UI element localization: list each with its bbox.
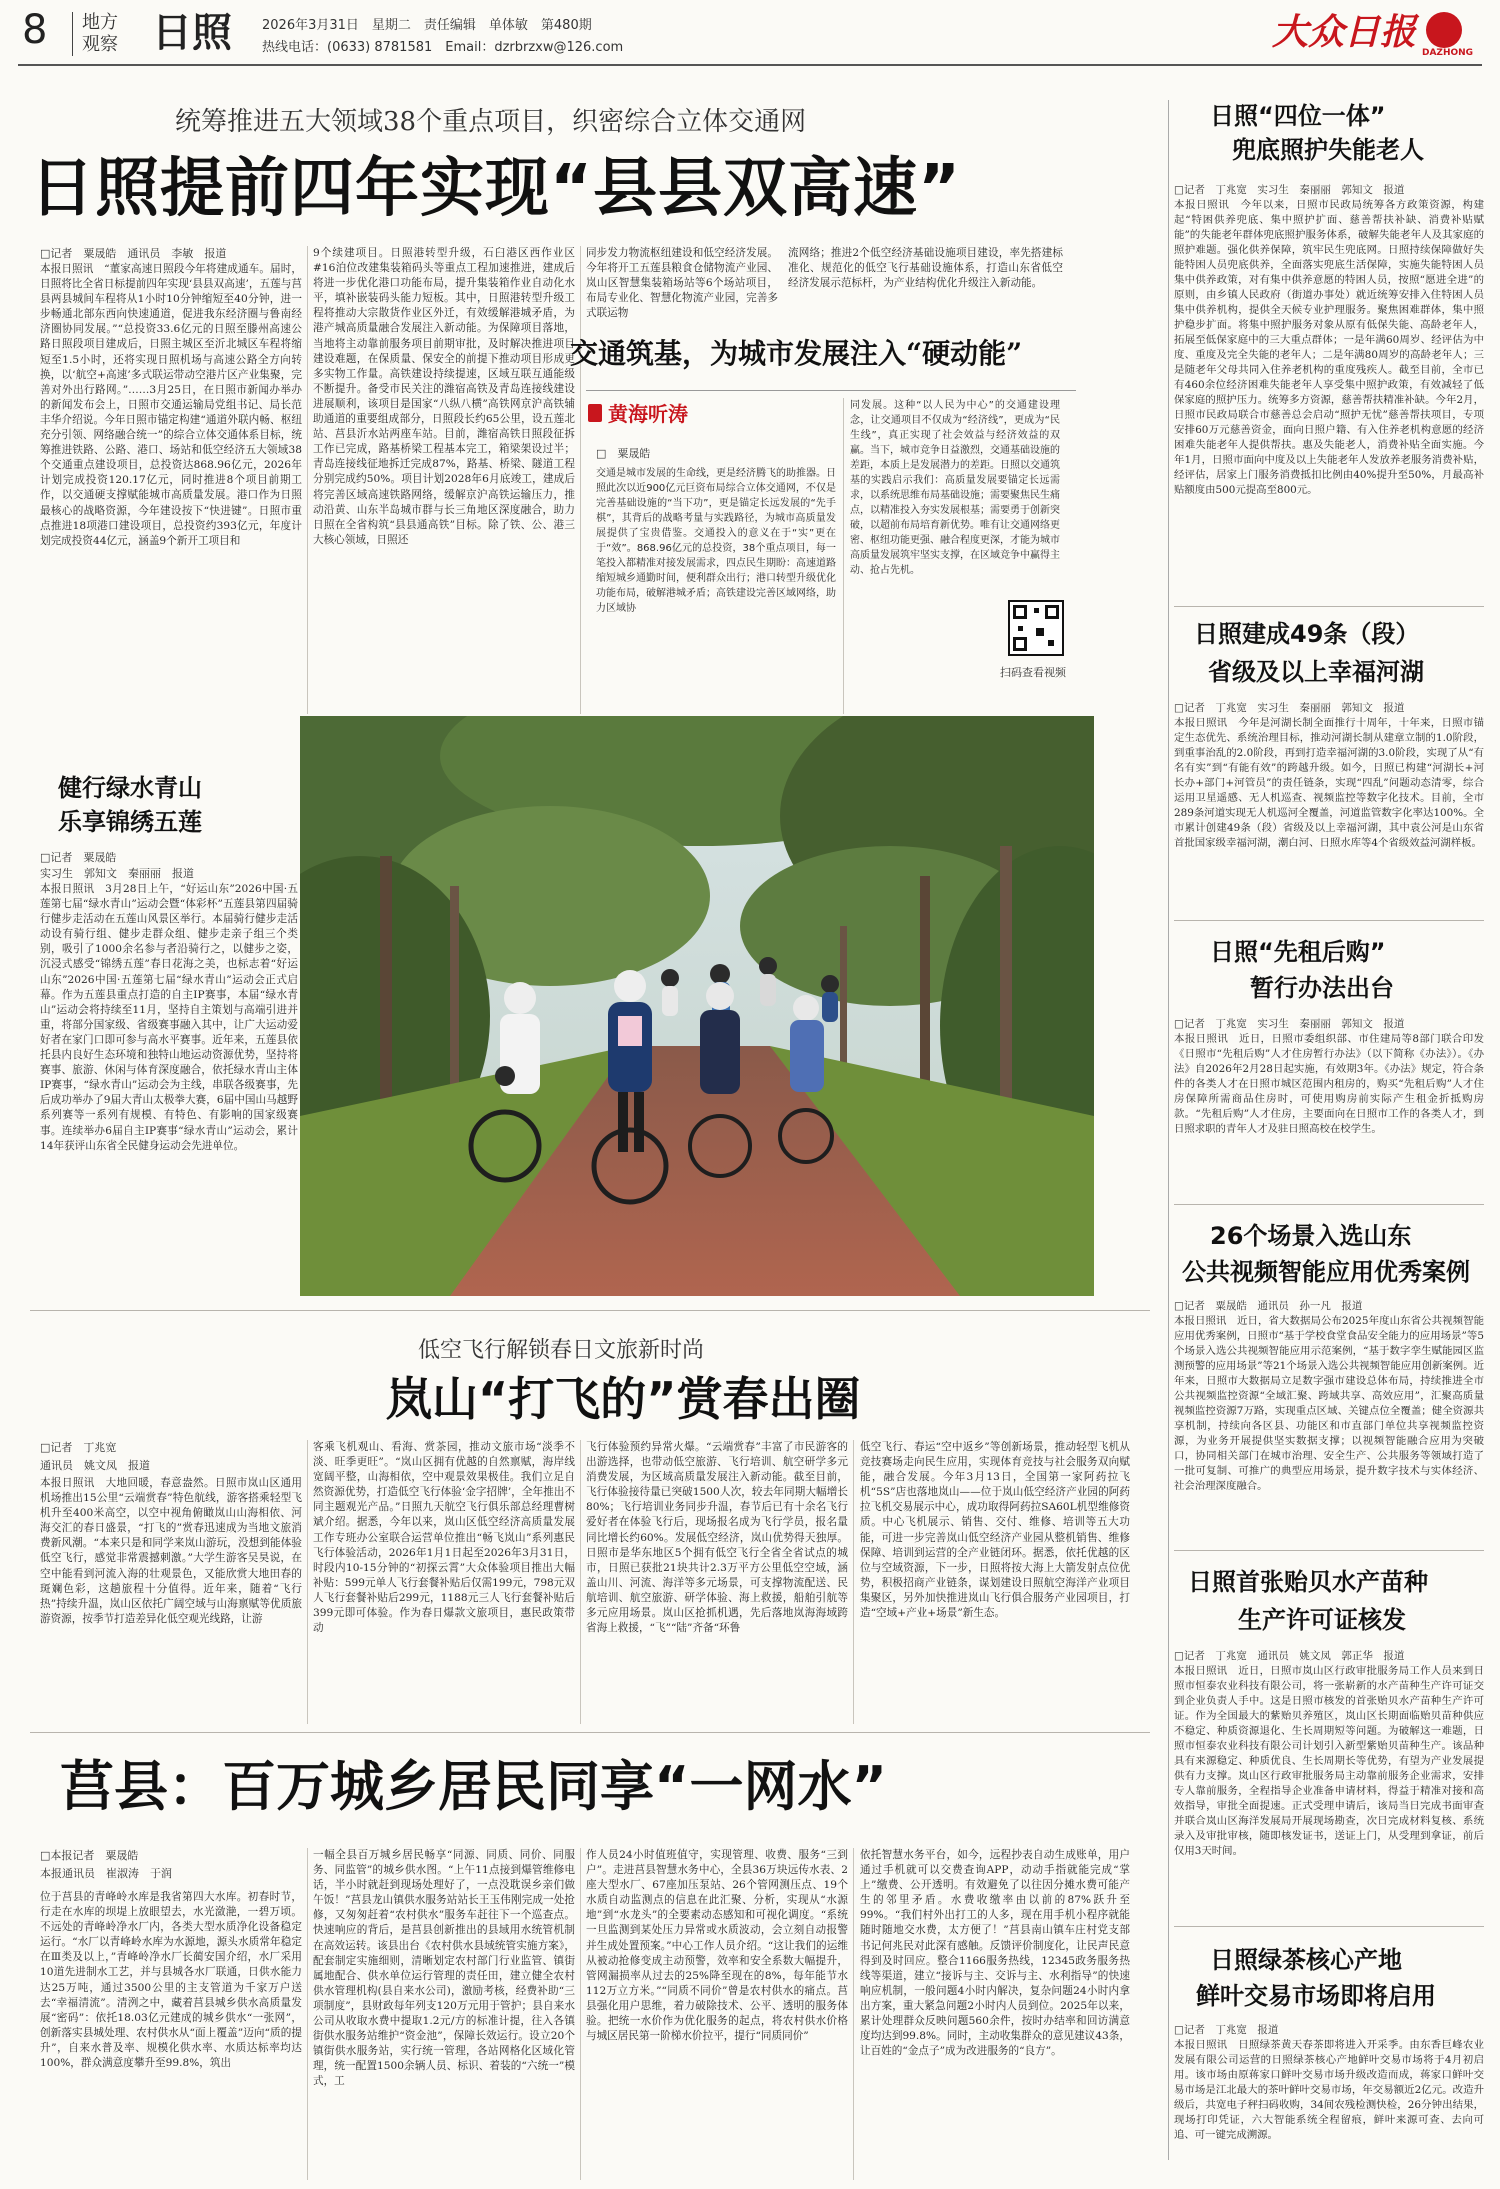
a5-byline: □记者 丁兆宽 通讯员 姚文凤 郭正华 报道 (1174, 1650, 1405, 1662)
qr-caption: 扫码查看视频 (1000, 666, 1066, 679)
hotline: 热线电话：(0633) 8781581 Email：dzrbrzxw@126.com (262, 40, 624, 55)
fitness-title-1: 健行绿水青山 (58, 774, 202, 802)
a4-byline: □记者 粟晟皓 通讯员 孙一凡 报道 (1174, 1300, 1363, 1312)
fitness-byline-1: □记者 粟晟皓 (40, 851, 117, 864)
a5-body: 本报日照讯 近日，日照市岚山区行政审批服务局工作人员来到日照市恒泰农业科技有限公司，将一张崭新的水产苗种生产许可证交到企业负责人手中。这是日照市核发的首张贻贝水产苗种生产许可证。作为全国最大的紫贻贝养殖区，岚山区长期面临贻贝苗种供应不稳定、种质资源退化、生长周期短等问题。为破解这一难题，日照市恒泰农业科技有限公司计划引入新型紫贻贝苗种生产。该品种具有来源稳定、种质优良、生长周期长等优势，有望为产业发展提供有力支撑。岚山区行政审批服务局主动靠前服务企业需求，安排专人靠前服务，全程指导企业准备申请材料，得益于精准对接和高效指导，审批全面提速。正式受理申请后，该局当日完成书面审查并联合岚山区海洋发展局开展现场勘查，次日完成材料复核、系统录入及审批审核，随即核发证书，送证上门，从受理到拿证，前后仅用3天时间。 (1174, 1665, 1484, 1857)
commentary-col-2: 同发展。这种“以人民为中心”的交通建设理念，让交通项目不仅成为“经济线”，更成为“民生线”，真正实现了社会效益与经济效益的双赢。当下，城市竞争日益激烈，交通基础设施的差距，本质上是发展潜力的差距。日照以交通筑基的实践启示我们：高质量发展要锚定长远需求，以系统思维布局基础设施；需要聚焦民生痛点，以精准投入夯实发展根基；需要勇于创新突破，以超前布局培育新优势。唯有让交通网络更密、枢纽功能更强、融合程度更深，才能为城市高质量发展筑牢坚实支撑，在区域竞争中赢得主动、抢占先机。 (850, 400, 1060, 576)
section-small-1: 地方 (82, 12, 118, 33)
lead-col-2: 9个续建项目。日照港转型升级，石臼港区西作业区#16泊位改建集装箱码头等重点工程加速推进，建成后将进一步优化港口功能布局，提升集装箱作业自动化水平，填补嵌装码头能力短板。其中，日照港转型升级工程将推动大宗散货作业区外迁，有效缓解港城矛盾，为港产城高质量融合发展注入新动能。为保障项目落地，当地将主动靠前服务项目前期审批，及时解决推进项目建设难题，在保质量、保安全的前提下推动项目形成更多实物工作量。高铁建设持续提速，区域互联互通能级不断提升。备受市民关注的潍宿高铁及青岛连接线建设进展顺利，该项目是国家“八纵八横”高铁网京沪高铁辅助通道的重要组成部分，日照段长约65公里，设五莲北站、莒县沂水站两座车站。目前，潍宿高铁日照段征拆工作已完成，路基桥梁工程基本完工，箱梁架设过半；青岛连接线征地拆迁完成87%，路基、桥梁、隧道工程分别完成约50%。项目计划2028年6月底竣工，建成后将完善区域高速铁路网络，缓解京沪高铁运输压力，推动沿黄、山东半岛城市群与长三角地区深度融合，助力日照在全省构筑“县县通高铁”目标。除了铁、公、港三大核心领域，日照还 (313, 247, 575, 546)
logo-text: 大众日报 (1272, 11, 1417, 53)
a4-title-2: 公共视频智能应用优秀案例 (1182, 1258, 1470, 1286)
section-small-2: 观察 (82, 34, 118, 55)
lead-byline: □记者 粟晟皓 通讯员 李敏 报道 (40, 247, 227, 260)
a2-title-1: 日照建成49条（段） (1194, 620, 1420, 648)
a3-body: 本报日照讯 近日，日照市委组织部、市住建局等8部门联合印发《日照市“先租后购”人才住房暂行办法》（以下简称《办法》）。《办法》自2026年2月28日起实施，有效期3年。《办法》规定，符合条件的各类人才在日照市城区范围内租房的，购买“先租后购”人才住房保障所需商品住房时，可使用购房前实际产生租金折抵购房款。“先租后购”人才住房，主要面向在日照市工作的各类人才，到日照求职的青年人才及驻日照高校在校学生。 (1174, 1033, 1484, 1135)
a3-title-1: 日照“先租后购” (1210, 938, 1386, 966)
a6-body: 本报日照讯 日照绿茶黄天春茶即将进入开采季。由东香巨峰农业发展有限公司运营的日照绿茶核心产地鲜叶交易市场将于4月初启用。该市场由原蒋家口鲜叶交易市场升级改造而成，蒋家口鲜叶交易市场是江北最大的茶叶鲜叶交易市场，年交易额近2亿元。改造升级后，共宽电子秤扫码收购，34间农残检测快检，26分钟出结果，现场打印凭证，六大智能系统全程留痕，鲜叶来源可查、去向可追、可一键完成溯源。 (1174, 2039, 1484, 2141)
a6-byline: □记者 丁兆宽 报道 (1174, 2024, 1279, 2036)
lanshan-col-2: 客乘飞机观山、看海、赏茶园，推动文旅市场“淡季不淡、旺季更旺”。“岚山区拥有优越的自然禀赋，海岸线宽阔平整，山海相依，空中观景效果极佳。我们立足自然资源优势，打造低空飞行体验‘金字招牌’，全年推出不同主题观光产品。”日照九天航空飞行俱乐部总经理曹树斌介绍。据悉，今年以来，岚山区低空经济高质量发展工作专班办公室联合运营单位推出“畅飞岚山”系列惠民飞行体验活动，2026年1月1日起至2026年3月31日，时段内10-15分钟的“初探云霄”大众体验项目推出大幅补贴：599元单人飞行套餐补贴后仅需199元，798元双人飞行套餐补贴后299元，1188元三人飞行套餐补贴后399元即可体验。作为春日爆款文旅项目，惠民政策带动 (313, 1441, 575, 1635)
lead-headline: 日照提前四年实现“县县双高速” (30, 152, 962, 226)
lead-kicker: 统筹推进五大领域38个重点项目，织密综合立体交通网 (175, 107, 807, 137)
lanshan-col-4: 低空飞行、春运“空中返乡”等创新场景，推动轻型飞机从竞技赛场走向民生应用，实现体育竞技与社会服务双向赋能，融合发展。今年3月13日，全国第一家阿药拉飞机“5S”店也落地岚山——位于岚山低空经济产业园的阿药拉飞机交易展示中心，成功取得阿药拉SA60L机型维修资质。中心飞机展示、销售、交付、维修、培训等五大功能，可进一步完善岚山低空经济产业园从整机销售、维修保障、培训到运营的全产业链闭环。据悉，依托优越的区位与空域资源，下一步，日照将按大海上大箭发射点位优势，积极招商产业链条，谋划建设日照航空海洋产业项目集聚区，另外加快推进岚山飞行俱合服务产业园项目，打造“空域+产业+场景”新生态。 (860, 1441, 1130, 1620)
a2-byline: □记者 丁兆宽 实习生 秦丽丽 郭知文 报道 (1174, 702, 1405, 714)
lanshan-kicker: 低空飞行解锁春日文旅新时尚 (418, 1338, 705, 1363)
fitness-body: 本报日照讯 3月28日上午，“好运山东”2026中国·五莲第七届“绿水青山”运动会暨“体彩杯”五莲县第四届骑行健步走活动在五莲山风景区举行。本届骑行健步走活动设有骑行组、健步走群众组、健步走亲子组三个类别，吸引了1000余名参与者沿骑行之，以健步之姿，沉浸式感受“锦绣五莲”春日花海之美，也标志着“好运山东”2026中国·五莲第七届“绿水青山”运动会正式启幕。作为五莲县重点打造的自主IP赛事，本届“绿水青山”运动会将持续至11月，坚持自主策划与高端引进并重，将部分国家级、省级赛事融入其中，让广大运动爱好者在家门口即可参与高水平赛事。近年来，五莲县依托县内良好生态环境和独特山地运动资源优势，坚持将赛事、旅游、休闲与体育深度融合，依托绿水青山主体IP赛事，“绿水青山”运动会为主线，串联各级赛事，先后成功举办了9届大青山太极拳大赛，6届中国山马越野系列赛等一系列有规模、有特色、有影响的国家级赛事。连续举办6届自主IP赛事“绿水青山”运动会，累计14年获评山东省全民健身运动会先进单位。 (40, 883, 298, 1152)
a1-title-1: 日照“四位一体” (1210, 102, 1386, 130)
a6-title-1: 日照绿茶核心产地 (1210, 1946, 1402, 1974)
water-col-1: 位于莒县的青峰岭水库是我省第四大水库。初春时节，行走在水库的坝堤上放眼望去，水光潋滟，一碧万顷。不远处的青峰岭净水厂内，各类大型水质净化设备稳定运行。“水厂以青峰岭水库为水源地，源头水质常年稳定在Ⅲ类及以上，”青峰岭净水厂长蔺安国介绍，水厂采用10道先进制水工艺，并与县城各水厂联通，日供水能力达25万吨，通过3500公里的主支管道为千家万户送去“幸福清流”。清洌之中，藏着莒县城乡供水高质量发展“密码”：依托18.03亿元建成的城乡供水“一张网”，创新落实县城处理、农村供水从“面上覆盖”迈向“质的提升”，自来水普及率、规模化供水率、水质达标率均达100%，群众满意度攀升至99.8%，筑出 (40, 1891, 302, 2070)
a4-body: 本报日照讯 近日，省大数据局公布2025年度山东省公共视频智能应用优秀案例，日照市“基于学校食堂食品安全能力的应用场景”等5个场景入选公共视频智能应用示范案例，“基于数字孪生赋能园区监测预警的应用场景”等21个场景入选公共视频智能应用创新案例。近年来，日照市大数据局立足数字强市建设总体布局，持续推进全市公共视频监控资源“全域汇聚、跨域共享、高效应用”，汇聚高质量视频监控资源7万路，实现重点区域、关键点位全覆盖；健全资源共享机制，持续向各区县、功能区和市直部门单位共享视频监控资源，为业务开展提供坚实数据支撑；以视频智能融合应用为突破口，协同相关部门在城市治理、安全生产、公共服务等领域打造了一批可复制、可推广的典型应用场景，提升数字技术与实体经济、社会治理深度融合。 (1174, 1315, 1484, 1492)
lanshan-byline-1: □记者 丁兆宽 (40, 1441, 117, 1454)
a2-title-2: 省级及以上幸福河湖 (1208, 658, 1424, 686)
lanshan-headline: 岚山“打飞的”赏春出圈 (386, 1372, 861, 1426)
fitness-title-2: 乐享锦绣五莲 (58, 808, 202, 836)
date-line: 2026年3月31日 星期二 责任编辑 单体敏 第480期 (262, 18, 592, 33)
water-byline-2: 本报通讯员 崔淑涛 于润 (40, 1867, 172, 1880)
water-byline-1: □本报记者 粟晟皓 (40, 1849, 139, 1862)
water-headline: 莒县：百万城乡居民同享“一网水” (60, 1755, 887, 1818)
a1-body: 本报日照讯 今年以来，日照市民政局统筹各方政策资源，构建起“特困供养兜底、集中照护扩面、慈善帮扶补缺、消费补贴赋能”的失能老年群体兜底照护服务体系，破解失能老年人及其家庭的照护难题。强化供养保障，筑牢民生兜底网。日照持续保障做好失能特困人员兜底供养，全面落实兜底生活保障，实施失能特困人员集中供养政策，对有集中供养意愿的特困人员，按照“愿进全进”的原则，由乡镇人民政府（街道办事处）就近统筹安排入住特困人员集中供养机构，提供全天候专业护理服务。聚焦困难群体，集中照护稳步扩面。将集中照护服务对象从原有低保失能、高龄老年人，拓展至低保家庭中的三大重点群体；一是年满60周岁、经评估为中度、重度及完全失能的老年人；二是年满80周岁的高龄老年人；三是随老年父母共同入住养老机构的重度残疾人。截至目前，全市已有460余位经济困难失能老年人享受集中照护政策，有效减轻了低保家庭的照护压力。统筹多方资源，慈善帮扶精准补缺。今年2月，日照市民政局联合市慈善总会启动“照护无忧”慈善帮扶项目，专项安排60万元慈善资金，面向日照户籍、有入住养老机构意愿的经济困难失能老年人提供帮扶。惠及失能老人，消费补贴全面实施。今年1月，日照市面向中度及以上失能老年人发放养老服务消费补贴，经评估，居家上门服务消费抵扣比例由40%提升至50%，月最高补贴额度由500元提高至800元。 (1174, 199, 1484, 496)
column-logo-text: 黄海听涛 (608, 402, 688, 426)
column-logo-icon (588, 404, 602, 422)
fitness-byline-2: 实习生 郭知文 秦丽丽 报道 (40, 867, 194, 880)
a3-title-2: 暂行办法出台 (1250, 974, 1394, 1002)
qr-code[interactable] (1008, 600, 1064, 656)
a2-body: 本报日照讯 今年是河湖长制全面推行十周年，十年来，日照市锚定生态优先、系统治理目标，推动河湖长制从建章立制的1.0阶段，到重事治乱的2.0阶段，再到打造幸福河湖的3.0阶段，实现了从“有名有实”到“有能有效”的跨越升级。如今，日照已构建“河湖长+河长办+部门+河管员”的责任链条，实现“四乱”问题动态清零，综合运用卫星遥感、无人机巡查、视频监控等数字化技术。目前，全市289条河道实现无人机巡河全覆盖，河道监管数字化率达100%。全市累计创建49条（段）省级及以上幸福河湖，其中袁公河是山东省首批国家级幸福河湖，潮白河、日照水库等4个省级效益河湖样板。 (1174, 717, 1484, 849)
a4-title-1: 26个场景入选山东 (1210, 1222, 1412, 1250)
right-column (1174, 100, 1488, 2180)
water-col-3: 作人员24小时值班值守，实现管理、收费、服务“三到户”。走进莒县智慧水务中心，全县36万块远传水表、2座大型水厂、67座加压泵站、26个管网测压点、19个水质自动监测点的信息在此汇聚、分析，实现从“水源地”到“水龙头”的全要素动态感知和可视化调度。“系统一旦监测到某处压力异常或水质波动，会立刻自动报警并生成处置预案。”中心工作人员介绍。“这让我们的运维从被动抢修变成主动预警，效率和安全系数大幅提升，管网漏损率从过去的25%降至现在的8%，每年能节水112万立方米。”“同质不同价”曾是农村供水的痛点。莒县强化用户思维，着力破除技术、公平、透明的服务体验。把统一水价作为优化服务的起点，将农村供水价格与城区居民第一阶梯水价拉平，提行“同质同价” (586, 1849, 848, 2043)
logo-emblem-icon (1426, 12, 1462, 48)
a5-title-2: 生产许可证核发 (1238, 1606, 1406, 1634)
commentary-byline: □ 粟晟皓 (596, 447, 651, 460)
section-big: 日照 (152, 10, 232, 56)
a1-title-2: 兜底照护失能老人 (1232, 136, 1424, 164)
lead-col-4: 流网络；推进2个低空经济基础设施项目建设，率先搭建标准化、规范化的低空飞行基础设施体系，打造山东省低空经济发展示范标杆，为产业结构优化升级注入新动能。 (788, 247, 1063, 290)
a5-title-1: 日照首张贻贝水产苗种 (1188, 1568, 1428, 1596)
logo (1272, 8, 1482, 60)
water-col-4: 依托智慧水务平台，如今，远程抄表自动生成账单，用户通过手机就可以交费查询APP，动动手指就能完成“掌上”缴费、公开透明。有效避免了以往因分摊水费可能产生的邻里矛盾。水费收缴率由以前的87%跃升至99%。“我们村外出打工的人多，现在用手机小程序就能随时随地交水费，太方便了！”莒县南山镇车庄村党支部书记何兆民对此深有感触。反馈评价制度化，让民声民意得到及时回应。整合1166服务热线，12345政务服务热线等渠道，建立“接诉与主、交诉与主、水利指导”的快速响应机制，一般问题4小时内解决，复杂问题24小时内拿出方案，重大紧急问题2小时内人员到位。2025年以来，累计处理群众反映问题560余件，按时办结率和回访满意度均达到99.8%。同时，主动收集群众的意见建议43条，让百姓的“金点子”成为改进服务的“良方”。 (860, 1849, 1130, 2058)
lanshan-byline-2: 通讯员 姚文凤 报道 (40, 1459, 150, 1472)
commentary-col-1: 交通是城市发展的生命线，更是经济腾飞的助推器。日照此次以近900亿元巨资布局综合立体交通网，不仅是完善基础设施的“当下功”，更是锚定长远发展的“先手棋”，其背后的战略考量与实践路径，为城市高质量发展提供了宝贵借鉴。交通投入的意义在于“实”更在于“效”。868.96亿元的总投资，38个重点项目，每一笔投入都精准对接发展需求，四点民生期盼：高速道路缩短城乡通勤时间，便利群众出行；港口转型升级优化功能布局，破解港城矛盾；高铁建设完善区域网络，助力区域协 (596, 468, 836, 614)
a3-byline: □记者 丁兆宽 实习生 秦丽丽 郭知文 报道 (1174, 1018, 1405, 1030)
lead-col-3: 同步发力物流枢纽建设和低空经济发展。今年将开工五莲县粮食仓储物流产业园、岚山区智慧集装箱场站等6个场站项目，布局专业化、智慧化物流产业园，完善多式联运物 (586, 247, 778, 320)
water-col-2: 一幅全县百万城乡居民畅享“同源、同质、同价、同服务、同监管”的城乡供水图。“上午11点接到爆管维修电话，半小时就赶到现场处理好了，一点没耽误乡亲们做午饭！”莒县龙山镇供水服务站站长王玉伟刚完成一处抢修，又匆匆赶着“农村供水”服务车赶往下一个巡查点。快速响应的背后，是莒县创新推出的县域用水统管机制在高效运转。该县出台《农村供水县域统管实施方案》，配套制定实施细则，清晰划定农村部门行业监管、镇街属地配合、供水单位运行管理的责任田，建立健全农村供水管理机构(县自来水公司)，激励考核，经费补助“三项制度”，县财政每年列支120万元用于管护；县自来水公司从收取水费中提取1.2元/方的标准计提，往入各镇街供水服务站维护“资金池”，保障长效运行。设立20个镇街供水服务站，实行统一管理，各站网格化区域化管理，统一配置1500余辆人员、标识、着装的“六统一”模式，工 (313, 1849, 575, 2088)
commentary-title: 交通筑基，为城市发展注入“硬动能” (570, 337, 1023, 370)
page-number: 8 (22, 7, 48, 53)
a6-title-2: 鲜叶交易市场即将启用 (1196, 1982, 1436, 2010)
a1-byline: □记者 丁兆宽 实习生 秦丽丽 郭知文 报道 (1174, 184, 1405, 196)
cycling-photo (300, 716, 1094, 1296)
column-logo (588, 400, 748, 430)
lanshan-col-1: 本报日照讯 大地回暖，春意盎然。日照市岚山区通用机场推出15公里“云端赏春”特色航线，游客搭乘轻型飞机升至400米高空，以空中视角俯瞰岚山山海相依、河海交汇的春日盛景，“打飞的”赏春迅速成为当地文旅消费新风潮。“本来只是和同学来岚山游玩，没想到能体验低空飞行，感觉非常震撼刺激。”大学生游客吴昊说，在空中能看到河流入海的壮观景色，又能欣赏大地田春的斑斓色彩，这趟旅程十分值得。近年来，随着“飞行热”持续升温，岚山区依托广阔空域与山海禀赋等优质旅游资源，按季节打造差异化低空观光线路，让游 (40, 1477, 302, 1625)
lead-col-1: 本报日照讯 “董家高速日照段今年将建成通车。届时，日照将比全省日标提前四年实现‘县县双高速’，五莲与莒县两县城间车程将从1小时10分钟缩短至40分钟，进一步畅通北部东西向快速通道，促进我东经济圈与鲁南经济圈协同发展。”“总投资33.6亿元的日照至滕州高速公路日照段项目建成后，日照主城区至沂北城区车程将缩短至1.5小时，还将实现日照机场与高速公路全方向转换，以‘航空+高速’多式联运带动空港片区产业集聚，完善对外出行路网。”……3月25日，在日照市新闻办举办的新闻发布会上，日照市交通运输局党组书记、局长范丰华介绍说。今年日照市锚定构建“通道外联内畅、枢纽充分引领、网络融合统一”的综合立体交通体系目标，统筹推进铁路、公路、港口、场站和低空经济五大领域38个交通重点建设项目，总投资达868.96亿元，2026年计划完成投资120.17亿元，同时推进8个项目前期工作，以交通硬支撑赋能城市高质量发展。港口作为日照最核心的战略资源，今年建设按下“快进键”。日照市重点推进18项港口建设项目，总投资约393亿元，年度计划完成投资44亿元，涵盖9个新开工项目和 (40, 263, 302, 547)
logo-sub: DAZHONG (1422, 48, 1474, 58)
lanshan-col-3: 飞行体验预约异常火爆。“云端赏春”丰富了市民游客的出游选择，也带动低空旅游、飞行培训、航空研学多元消费发展，为区域高质量发展注入新动能。截至目前，飞行体验接待量已突破1500人次，较去年同期大幅增长80%；飞行培训业务同步升温，春节后已有十余名飞行爱好者在体验飞行后，现场报名成为飞行学员，报名量同比增长约60%。发展低空经济，岚山优势得天独厚。日照市是华东地区5个拥有低空飞行全省全省试点的城市，日照已获批21块共计2.3万平方公里低空空域，涵盖山川、河流、海洋等多元场景，可支撑物流配送、民航培训、航空旅游、研学体验、海上救援，船舶引航等多元应用场景。岚山区抢抓机遇，先后落地岚海海域跨省海上救援，“飞”“陆”齐备“环鲁 (586, 1441, 848, 1635)
